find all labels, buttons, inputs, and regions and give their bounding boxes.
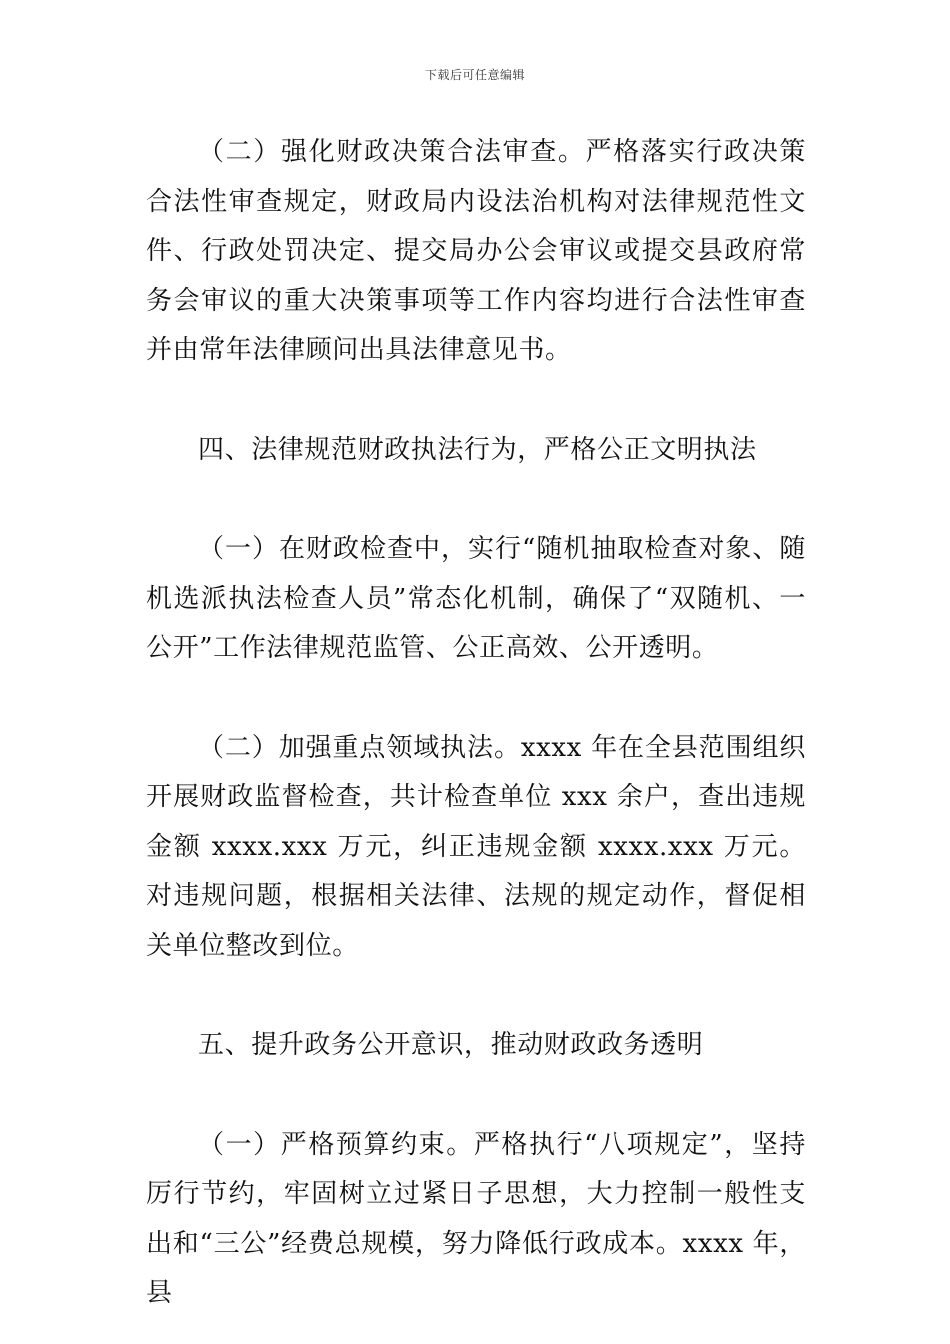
paragraph-spacer [146,475,806,525]
paragraph-legal-review: （二）强化财政决策合法审查。严格落实行政决策合法性审查规定，财政局内设法治机构对法律规范性文件、行政处罚决定、提交局办公会审议或提交县政府常务会审议的重大决策事项等工作内容均进行合法性审查并由常年法律顾问出具法律意见书。 [146,137,806,365]
document-body [146,128,806,1319]
section-heading-four: 四、法律规范财政执法行为，严格公正文明执法 [198,434,757,465]
paragraph-random-inspection: （一）在财政检查中，实行“随机抽取检查对象、随机选派执法检查人员”常态化机制，确保了“双随机、一公开”工作法律规范监管、公正高效、公开透明。 [146,534,806,663]
paragraph-spacer [146,1071,806,1121]
section-heading-five: 五、提升政务公开意识，推动财政政务透明 [198,1030,704,1060]
paragraph-key-enforcement: （二）加强重点领域执法。xxxx 年在全县范围组织开展财政监督检查，共计检查单位 xxx 余户，查出违规金额 xxxx.xxx 万元，纠正违规金额 xxxx.xxx 万元。对违规问题，根据相关法律、法规的规定动作，督促相关单位整改到位。 [146,732,806,961]
paragraph-spacer [146,376,806,426]
paragraph-spacer [146,971,806,1021]
paragraph-budget-constraint: （一）严格预算约束。严格执行“八项规定”，坚持厉行节约，牢固树立过紧日子思想，大力控制一般性支出和“三公”经费总规模，努力降低行政成本。xxxx 年，县 [146,1129,806,1308]
paragraph-spacer [146,674,806,724]
page-header-note: 下载后可任意编辑 [424,68,525,82]
